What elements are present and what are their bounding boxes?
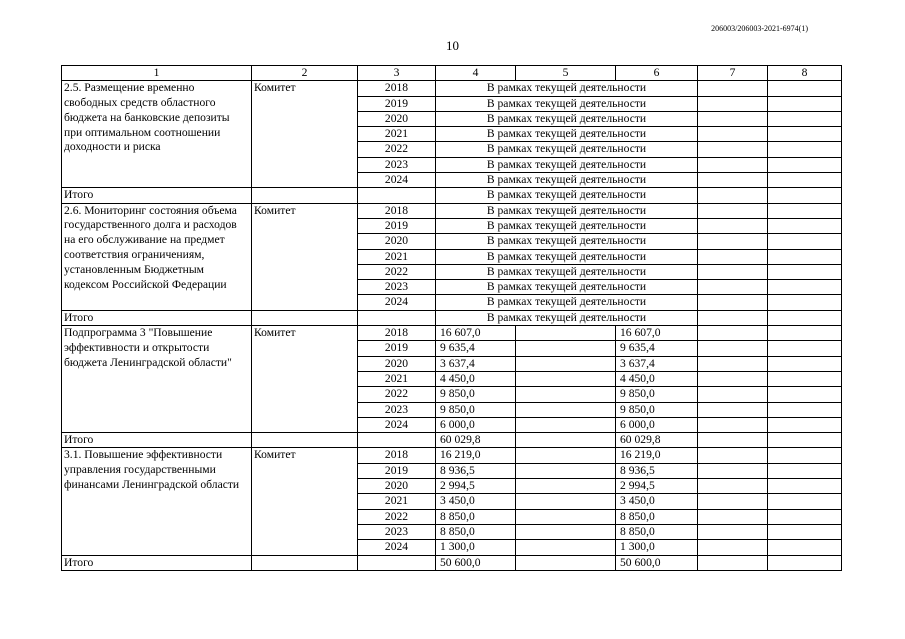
amount-col4-cell: 4 450,0 xyxy=(436,371,516,386)
year-cell: 2024 xyxy=(358,417,436,432)
col-header-8: 8 xyxy=(768,66,842,81)
executor-cell: Комитет xyxy=(252,81,358,188)
year-cell: 2021 xyxy=(358,371,436,386)
amount-col4-cell: 3 450,0 xyxy=(436,494,516,509)
col-header-2: 2 xyxy=(252,66,358,81)
amount-col6-cell: 2 994,5 xyxy=(616,479,698,494)
col8-cell xyxy=(768,540,842,555)
year-cell: 2023 xyxy=(358,157,436,172)
amount-col5-cell xyxy=(516,479,616,494)
table-row xyxy=(62,81,842,96)
col7-cell xyxy=(698,524,768,539)
year-cell: 2019 xyxy=(358,463,436,478)
amount-col5-cell xyxy=(516,341,616,356)
col-header-7: 7 xyxy=(698,66,768,81)
year-cell: 2020 xyxy=(358,111,436,126)
status-text-cell: В рамках текущей деятельности xyxy=(436,249,698,264)
col7-cell xyxy=(698,234,768,249)
col7-cell xyxy=(698,371,768,386)
status-text-cell: В рамках текущей деятельности xyxy=(436,142,698,157)
col8-cell xyxy=(768,479,842,494)
col7-cell xyxy=(698,203,768,218)
col7-cell xyxy=(698,157,768,172)
total-executor-cell xyxy=(252,555,358,570)
status-text-cell: В рамках текущей деятельности xyxy=(436,280,698,295)
amount-col6-cell: 4 450,0 xyxy=(616,371,698,386)
col8-cell xyxy=(768,371,842,386)
col7-cell xyxy=(698,463,768,478)
col8-cell xyxy=(768,173,842,188)
amount-col5-cell xyxy=(516,540,616,555)
total-col6-cell: 50 600,0 xyxy=(616,555,698,570)
amount-col6-cell: 6 000,0 xyxy=(616,417,698,432)
total-col5-cell xyxy=(516,433,616,448)
col7-cell xyxy=(698,127,768,142)
col7-cell xyxy=(698,479,768,494)
amount-col6-cell: 9 635,4 xyxy=(616,341,698,356)
col7-cell xyxy=(698,81,768,96)
col7-cell xyxy=(698,341,768,356)
amount-col4-cell: 1 300,0 xyxy=(436,540,516,555)
col7-cell xyxy=(698,555,768,570)
col7-cell xyxy=(698,173,768,188)
amount-col4-cell: 8 850,0 xyxy=(436,524,516,539)
year-cell: 2021 xyxy=(358,494,436,509)
col8-cell xyxy=(768,96,842,111)
col7-cell xyxy=(698,433,768,448)
amount-col4-cell: 16 219,0 xyxy=(436,448,516,463)
col7-cell xyxy=(698,249,768,264)
document-id: 206003/206003-2021-6974(1) xyxy=(711,24,808,33)
amount-col5-cell xyxy=(516,448,616,463)
section-name: 2.5. Размещение временно свободных средств областного бюджета на банковские депозиты при оптимальном соотношении доходности и риска xyxy=(62,81,252,188)
status-text-cell: В рамках текущей деятельности xyxy=(436,81,698,96)
year-cell: 2018 xyxy=(358,81,436,96)
total-label: Итого xyxy=(62,433,252,448)
section-name: 2.6. Мониторинг состояния объема государственного долга и расходов на его обслуживание на предмет соответствия ограничениям, установленным Бюджетным кодексом Российской Федерации xyxy=(62,203,252,310)
table-body xyxy=(62,81,842,571)
col8-cell xyxy=(768,249,842,264)
year-cell: 2019 xyxy=(358,96,436,111)
total-status-text: В рамках текущей деятельности xyxy=(436,188,698,203)
year-cell: 2020 xyxy=(358,479,436,494)
total-status-text: В рамках текущей деятельности xyxy=(436,310,698,325)
status-text-cell: В рамках текущей деятельности xyxy=(436,295,698,310)
year-cell: 2023 xyxy=(358,280,436,295)
year-cell: 2019 xyxy=(358,341,436,356)
col7-cell xyxy=(698,509,768,524)
total-year-cell xyxy=(358,433,436,448)
total-executor-cell xyxy=(252,433,358,448)
col8-cell xyxy=(768,295,842,310)
col8-cell xyxy=(768,417,842,432)
col8-cell xyxy=(768,142,842,157)
col7-cell xyxy=(698,264,768,279)
col7-cell xyxy=(698,295,768,310)
col8-cell xyxy=(768,218,842,233)
status-text-cell: В рамках текущей деятельности xyxy=(436,127,698,142)
amount-col6-cell: 8 850,0 xyxy=(616,524,698,539)
amount-col6-cell: 9 850,0 xyxy=(616,402,698,417)
year-cell: 2020 xyxy=(358,234,436,249)
amount-col5-cell xyxy=(516,417,616,432)
col8-cell xyxy=(768,463,842,478)
year-cell: 2024 xyxy=(358,173,436,188)
amount-col6-cell: 8 936,5 xyxy=(616,463,698,478)
col7-cell xyxy=(698,387,768,402)
col-header-5: 5 xyxy=(516,66,616,81)
amount-col6-cell: 8 850,0 xyxy=(616,509,698,524)
amount-col4-cell: 6 000,0 xyxy=(436,417,516,432)
col7-cell xyxy=(698,402,768,417)
total-col5-cell xyxy=(516,555,616,570)
col8-cell xyxy=(768,127,842,142)
amount-col5-cell xyxy=(516,402,616,417)
year-cell: 2022 xyxy=(358,387,436,402)
col7-cell xyxy=(698,218,768,233)
total-row xyxy=(62,433,842,448)
total-executor-cell xyxy=(252,188,358,203)
amount-col4-cell: 16 607,0 xyxy=(436,326,516,341)
amount-col6-cell: 3 637,4 xyxy=(616,356,698,371)
total-label: Итого xyxy=(62,555,252,570)
col7-cell xyxy=(698,142,768,157)
budget-table xyxy=(61,65,842,571)
col8-cell xyxy=(768,310,842,325)
section-name: Подпрограмма 3 "Повышение эффективности и открытости бюджета Ленинградской области" xyxy=(62,326,252,433)
col8-cell xyxy=(768,524,842,539)
section-name: 3.1. Повышение эффективности управления государственными финансами Ленинградской области xyxy=(62,448,252,555)
amount-col5-cell xyxy=(516,326,616,341)
col7-cell xyxy=(698,356,768,371)
year-cell: 2022 xyxy=(358,264,436,279)
col7-cell xyxy=(698,417,768,432)
page-number: 10 xyxy=(446,38,459,53)
amount-col6-cell: 1 300,0 xyxy=(616,540,698,555)
col8-cell xyxy=(768,494,842,509)
col7-cell xyxy=(698,540,768,555)
year-cell: 2023 xyxy=(358,402,436,417)
amount-col5-cell xyxy=(516,387,616,402)
year-cell: 2020 xyxy=(358,356,436,371)
col8-cell xyxy=(768,341,842,356)
amount-col6-cell: 16 219,0 xyxy=(616,448,698,463)
year-cell: 2022 xyxy=(358,509,436,524)
col8-cell xyxy=(768,387,842,402)
col8-cell xyxy=(768,356,842,371)
amount-col6-cell: 16 607,0 xyxy=(616,326,698,341)
amount-col6-cell: 9 850,0 xyxy=(616,387,698,402)
total-col6-cell: 60 029,8 xyxy=(616,433,698,448)
executor-cell: Комитет xyxy=(252,203,358,310)
col7-cell xyxy=(698,494,768,509)
amount-col4-cell: 3 637,4 xyxy=(436,356,516,371)
status-text-cell: В рамках текущей деятельности xyxy=(436,218,698,233)
amount-col5-cell xyxy=(516,371,616,386)
year-cell: 2018 xyxy=(358,203,436,218)
col8-cell xyxy=(768,234,842,249)
col8-cell xyxy=(768,264,842,279)
amount-col5-cell xyxy=(516,524,616,539)
amount-col5-cell xyxy=(516,356,616,371)
col7-cell xyxy=(698,448,768,463)
col8-cell xyxy=(768,326,842,341)
col8-cell xyxy=(768,81,842,96)
total-label: Итого xyxy=(62,310,252,325)
table-row xyxy=(62,326,842,341)
column-number-row xyxy=(62,66,842,81)
amount-col4-cell: 9 850,0 xyxy=(436,387,516,402)
amount-col4-cell: 8 850,0 xyxy=(436,509,516,524)
table-row xyxy=(62,203,842,218)
col8-cell xyxy=(768,157,842,172)
amount-col4-cell: 9 635,4 xyxy=(436,341,516,356)
col8-cell xyxy=(768,203,842,218)
amount-col6-cell: 3 450,0 xyxy=(616,494,698,509)
amount-col4-cell: 9 850,0 xyxy=(436,402,516,417)
year-cell: 2022 xyxy=(358,142,436,157)
col8-cell xyxy=(768,433,842,448)
amount-col4-cell: 8 936,5 xyxy=(436,463,516,478)
col8-cell xyxy=(768,448,842,463)
amount-col5-cell xyxy=(516,494,616,509)
col8-cell xyxy=(768,555,842,570)
col-header-4: 4 xyxy=(436,66,516,81)
col7-cell xyxy=(698,310,768,325)
col7-cell xyxy=(698,188,768,203)
col-header-1: 1 xyxy=(62,66,252,81)
status-text-cell: В рамках текущей деятельности xyxy=(436,96,698,111)
executor-cell: Комитет xyxy=(252,448,358,555)
status-text-cell: В рамках текущей деятельности xyxy=(436,173,698,188)
col-header-3: 3 xyxy=(358,66,436,81)
total-col4-cell: 50 600,0 xyxy=(436,555,516,570)
status-text-cell: В рамках текущей деятельности xyxy=(436,111,698,126)
col8-cell xyxy=(768,509,842,524)
amount-col5-cell xyxy=(516,509,616,524)
year-cell: 2019 xyxy=(358,218,436,233)
table-row xyxy=(62,448,842,463)
col7-cell xyxy=(698,96,768,111)
year-cell: 2023 xyxy=(358,524,436,539)
year-cell: 2021 xyxy=(358,127,436,142)
amount-col5-cell xyxy=(516,463,616,478)
col7-cell xyxy=(698,280,768,295)
col8-cell xyxy=(768,280,842,295)
status-text-cell: В рамках текущей деятельности xyxy=(436,234,698,249)
col-header-6: 6 xyxy=(616,66,698,81)
year-cell: 2024 xyxy=(358,540,436,555)
col7-cell xyxy=(698,326,768,341)
total-year-cell xyxy=(358,310,436,325)
total-year-cell xyxy=(358,188,436,203)
total-col4-cell: 60 029,8 xyxy=(436,433,516,448)
year-cell: 2021 xyxy=(358,249,436,264)
year-cell: 2024 xyxy=(358,295,436,310)
executor-cell: Комитет xyxy=(252,326,358,433)
year-cell: 2018 xyxy=(358,448,436,463)
col8-cell xyxy=(768,188,842,203)
total-row xyxy=(62,188,842,203)
col8-cell xyxy=(768,402,842,417)
status-text-cell: В рамках текущей деятельности xyxy=(436,203,698,218)
total-year-cell xyxy=(358,555,436,570)
year-cell: 2018 xyxy=(358,326,436,341)
amount-col4-cell: 2 994,5 xyxy=(436,479,516,494)
total-label: Итого xyxy=(62,188,252,203)
col8-cell xyxy=(768,111,842,126)
status-text-cell: В рамках текущей деятельности xyxy=(436,157,698,172)
col7-cell xyxy=(698,111,768,126)
total-row xyxy=(62,310,842,325)
total-executor-cell xyxy=(252,310,358,325)
status-text-cell: В рамках текущей деятельности xyxy=(436,264,698,279)
total-row xyxy=(62,555,842,570)
